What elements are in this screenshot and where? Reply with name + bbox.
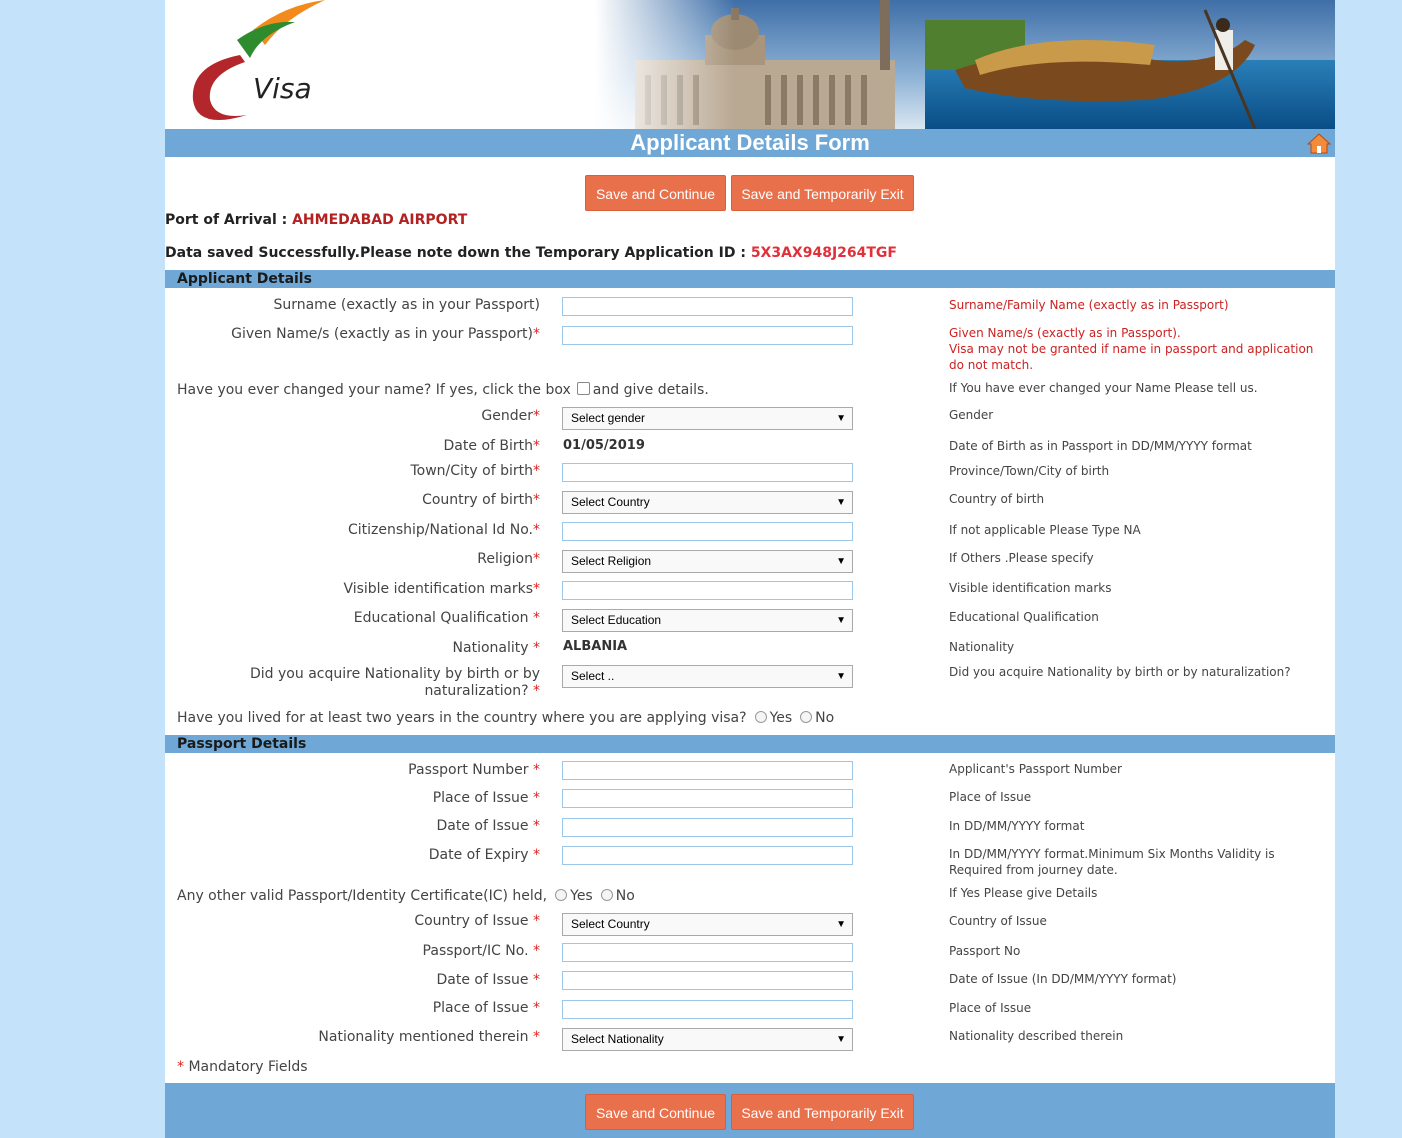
ic-nationality-help: Nationality described therein: [949, 1029, 1124, 1043]
temporary-application-id: 5X3AX948J264TGF: [750, 245, 897, 261]
country-birth-label: Country of birth*: [422, 492, 540, 508]
other-passport-no-radio[interactable]: [601, 889, 613, 901]
mandatory-text: Mandatory Fields: [188, 1059, 308, 1075]
page-container: [165, 0, 1335, 1138]
section-applicant-details: [165, 270, 1335, 288]
ic-place-help: Place of Issue: [949, 1001, 1032, 1015]
home-icon[interactable]: [1307, 132, 1331, 154]
citizenship-input[interactable]: [562, 522, 853, 541]
gender-select-value: Select gender: [571, 411, 646, 425]
ic-number-input[interactable]: [562, 943, 853, 962]
gender-select[interactable]: [562, 407, 853, 430]
lived-two-years-label: Have you lived for at least two years in the country where you are applying visa?: [177, 710, 747, 726]
ic-country-label: Country of Issue *: [414, 913, 540, 929]
lived-yes-radio[interactable]: [755, 711, 767, 723]
changed-name-row: [177, 382, 709, 398]
town-input[interactable]: [562, 463, 853, 482]
ic-place-input[interactable]: [562, 1000, 853, 1019]
ic-country-select[interactable]: [562, 913, 853, 936]
ic-nationality-select-value: Select Nationality: [571, 1032, 664, 1046]
ic-date-help: Date of Issue (In DD/MM/YYYY format): [949, 972, 1177, 986]
surname-help: Surname/Family Name (exactly as in Passport): [949, 298, 1229, 312]
save-exit-button-top[interactable]: Save and Temporarily Exit: [731, 175, 914, 211]
form-title-bar: [165, 129, 1335, 157]
header-banner: [165, 0, 1335, 129]
saved-message-text: Data saved Successfully.Please note down the Temporary Application ID :: [165, 245, 751, 261]
banner-image: [165, 0, 1335, 129]
mandatory-star: *: [177, 1059, 184, 1075]
ic-country-select-value: Select Country: [571, 917, 650, 931]
date-of-expiry-label: Date of Expiry *: [428, 847, 540, 863]
date-of-expiry-help: In DD/MM/YYYY format.Minimum Six Months Validity is Required from journey date.: [949, 847, 1275, 877]
other-passport-row: [177, 888, 635, 904]
chevron-down-icon: ▼: [836, 671, 846, 682]
changed-name-label: Have you ever changed your name? If yes, click the box: [177, 382, 571, 398]
changed-name-after: and give details.: [592, 382, 709, 398]
lived-yes-label: Yes: [769, 710, 793, 726]
ic-place-label: Place of Issue *: [432, 1000, 540, 1016]
ic-number-label: Passport/IC No. *: [422, 943, 540, 959]
ic-date-label: Date of Issue *: [436, 972, 540, 988]
changed-name-checkbox[interactable]: [577, 382, 590, 395]
port-of-arrival-label: Port of Arrival :: [165, 212, 293, 228]
country-birth-select-value: Select Country: [571, 495, 650, 509]
citizenship-help: If not applicable Please Type NA: [949, 523, 1141, 537]
date-of-expiry-input[interactable]: [562, 846, 853, 865]
ic-number-help: Passport No: [949, 944, 1021, 958]
religion-select[interactable]: [562, 550, 853, 573]
dob-label: Date of Birth*: [443, 438, 540, 454]
passport-number-help: Applicant's Passport Number: [949, 762, 1122, 776]
other-passport-yes-label: Yes: [570, 888, 593, 904]
gender-label: Gender*: [481, 408, 540, 424]
dob-value: 01/05/2019: [563, 438, 645, 453]
acquire-nationality-select-value: Select ..: [571, 669, 615, 683]
acquire-nationality-select[interactable]: [562, 665, 853, 688]
section-title: Passport Details: [177, 736, 307, 752]
dob-help: Date of Birth as in Passport in DD/MM/YYYY format: [949, 439, 1252, 453]
section-title: Applicant Details: [177, 271, 312, 287]
passport-number-label: Passport Number *: [408, 762, 540, 778]
ic-date-input[interactable]: [562, 971, 853, 990]
passport-number-input[interactable]: [562, 761, 853, 780]
education-select[interactable]: [562, 609, 853, 632]
other-passport-no-label: No: [615, 888, 635, 904]
chevron-down-icon: ▼: [836, 1034, 846, 1045]
lived-two-years-row: [177, 710, 834, 726]
given-name-help-line2: Visa may not be granted if name in passport and application do not match.: [949, 342, 1314, 372]
surname-input[interactable]: [562, 297, 853, 316]
other-passport-yes-radio[interactable]: [555, 889, 567, 901]
save-continue-button-bottom[interactable]: Save and Continue: [585, 1094, 726, 1130]
place-of-issue-help: Place of Issue: [949, 790, 1032, 804]
nationality-label: Nationality *: [452, 640, 540, 656]
place-of-issue-input[interactable]: [562, 789, 853, 808]
port-of-arrival: [165, 212, 467, 228]
date-of-issue-input[interactable]: [562, 818, 853, 837]
chevron-down-icon: ▼: [836, 919, 846, 930]
religion-label: Religion*: [477, 551, 540, 567]
save-exit-button-bottom[interactable]: Save and Temporarily Exit: [731, 1094, 914, 1130]
given-name-help-line1: Given Name/s (exactly as in Passport).: [949, 326, 1181, 340]
acquire-nationality-label: Did you acquire Nationality by birth or by naturalization? *: [250, 666, 540, 699]
mandatory-note: [177, 1059, 308, 1075]
chevron-down-icon: ▼: [836, 413, 846, 424]
other-passport-help: If Yes Please give Details: [949, 886, 1098, 900]
town-help: Province/Town/City of birth: [949, 464, 1110, 478]
given-name-input[interactable]: [562, 326, 853, 345]
country-birth-select[interactable]: [562, 491, 853, 514]
marks-label: Visible identification marks*: [343, 581, 540, 597]
lived-no-label: No: [815, 710, 835, 726]
saved-message: [165, 245, 897, 261]
citizenship-label: Citizenship/National Id No.*: [347, 522, 540, 538]
nationality-help: Nationality: [949, 640, 1015, 654]
marks-input[interactable]: [562, 581, 853, 600]
place-of-issue-label: Place of Issue *: [432, 790, 540, 806]
port-of-arrival-value: AHMEDABAD AIRPORT: [292, 212, 468, 228]
religion-select-value: Select Religion: [571, 554, 652, 568]
marks-help: Visible identification marks: [949, 581, 1112, 595]
education-label: Educational Qualification *: [353, 610, 540, 626]
religion-help: If Others .Please specify: [949, 551, 1094, 565]
date-of-issue-help: In DD/MM/YYYY format: [949, 819, 1085, 833]
save-continue-button-top[interactable]: Save and Continue: [585, 175, 726, 211]
other-passport-label: Any other valid Passport/Identity Certificate(IC) held,: [177, 888, 548, 904]
chevron-down-icon: ▼: [836, 615, 846, 626]
nationality-value: ALBANIA: [563, 639, 628, 654]
chevron-down-icon: ▼: [836, 497, 846, 508]
page-title: Applicant Details Form: [630, 130, 870, 155]
acquire-nationality-help: Did you acquire Nationality by birth or by naturalization?: [949, 665, 1291, 679]
country-birth-help: Country of birth: [949, 492, 1045, 506]
town-label: Town/City of birth*: [410, 463, 540, 479]
surname-label: Surname (exactly as in your Passport): [273, 297, 540, 313]
ic-nationality-select[interactable]: [562, 1028, 853, 1051]
education-help: Educational Qualification: [949, 610, 1099, 624]
given-name-label: Given Name/s (exactly as in your Passport)*: [231, 326, 540, 342]
ic-nationality-label: Nationality mentioned therein *: [318, 1029, 540, 1045]
chevron-down-icon: ▼: [836, 556, 846, 567]
ic-country-help: Country of Issue: [949, 914, 1047, 928]
lived-no-radio[interactable]: [800, 711, 812, 723]
gender-help: Gender: [949, 408, 994, 422]
education-select-value: Select Education: [571, 613, 662, 627]
logo-text: Visa: [253, 72, 312, 105]
date-of-issue-label: Date of Issue *: [436, 818, 540, 834]
given-name-help: [949, 325, 1319, 373]
changed-name-help: If You have ever changed your Name Please tell us.: [949, 381, 1258, 395]
section-passport-details: [165, 735, 1335, 753]
